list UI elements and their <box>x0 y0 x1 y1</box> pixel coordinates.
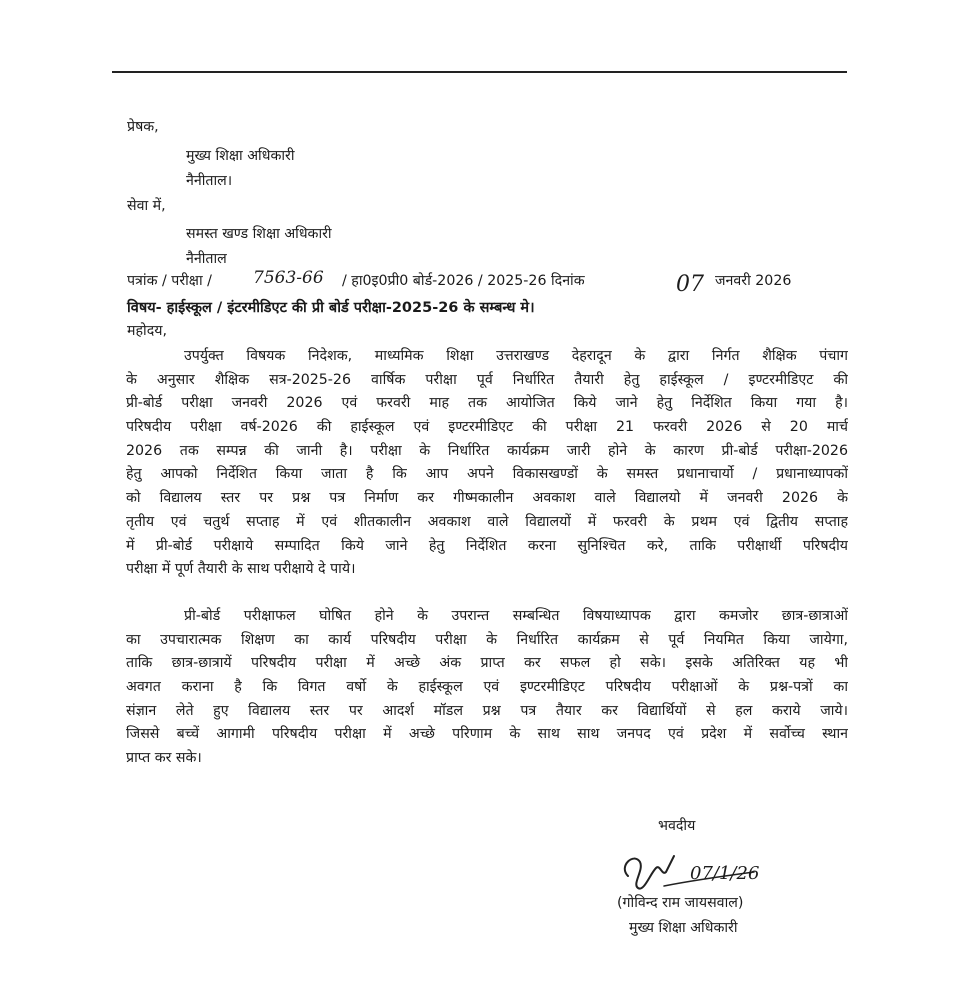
sender-label: प्रेषक, <box>127 119 159 135</box>
paragraph-1-line: हेतु आपको निर्देशित किया जाता है कि आप अपने विकासखण्डों के समस्त प्रधानाचार्यो / प्रधानाध्यापकों <box>126 466 848 483</box>
paragraph-2-line: का उपचारात्मक शिक्षण का कार्य परिषदीय परीक्षा के निर्धारित कार्यक्रम से पूर्व नियमित किया जायेगा, <box>126 631 848 648</box>
reference-middle: / हा0इ0प्री0 बोर्ड-2026 / 2025-26 दिनांक <box>342 273 585 289</box>
sender-place: नैनीताल। <box>186 173 233 189</box>
reference-number: 7563-66 <box>253 268 324 288</box>
paragraph-1-line: उपर्युक्त विषयक निदेशक, माध्यमिक शिक्षा उत्तराखण्ड देहरादून के द्वारा निर्गत शैक्षिक पंचाग <box>184 348 848 364</box>
paragraph-1-line: तृतीय एवं चतुर्थ सप्ताह में एवं शीतकालीन अवकाश वाले विद्यालयों में फरवरी के प्रथम एवं द्वितीय सप्ताह <box>126 513 848 530</box>
paragraph-1-line: परीक्षा में पूर्ण तैयारी के साथ परीक्षाये दे पाये। <box>126 561 356 578</box>
header-rule <box>112 71 847 73</box>
reference-date: जनवरी 2026 <box>715 273 792 289</box>
officer-designation: मुख्य शिक्षा अधिकारी <box>629 920 738 936</box>
salutation: महोदय, <box>127 323 167 339</box>
paragraph-2-line: संज्ञान लेते हुए विद्यालय स्तर पर आदर्श मॉडल प्रश्न पत्र तैयार कर विद्यार्थियों से हल कराये जाये। <box>126 702 848 719</box>
paragraph-1-line: के अनुसार शैक्षिक सत्र-2025-26 वार्षिक परीक्षा पूर्व निर्धारित तैयारी हेतु हाईस्कूल / इण्टरमीडिएट की <box>126 371 848 388</box>
paragraph-1-line: में प्री-बोर्ड परीक्षाये सम्पादित किये जाने हेतु निर्देशित करना सुनिश्चित करे, ताकि परीक्षार्थी परिषदीय <box>126 537 848 554</box>
paragraph-1-line: 2026 तक सम्पन्न की जानी है। परीक्षा के निर्धारित कार्यक्रम जारी होने के कारण प्री-बोर्ड परीक्षा-2026 <box>126 442 848 459</box>
paragraph-1-line: को विद्यालय स्तर पर प्रश्न पत्र निर्माण कर गीष्मकालीन अवकाश वाले विद्यालयो में जनवरी 2026 के <box>126 490 848 507</box>
recipient-title: समस्त खण्ड शिक्षा अधिकारी <box>186 226 332 242</box>
paragraph-1-line: प्री-बोर्ड परीक्षा जनवरी 2026 एवं फरवरी माह तक आयोजित किये जाने हेतु निर्देशित किया गया है। <box>126 395 848 412</box>
recipient-label: सेवा में, <box>127 198 166 214</box>
signature-date: 07/1/26 <box>690 863 760 884</box>
reference-prefix: पत्रांक / परीक्षा / <box>127 273 212 289</box>
paragraph-2-line: अवगत कराना है कि विगत वर्षो के हाईस्कूल एवं इण्टरमीडिएट परिषदीय परीक्षाओं के प्रश्न-पत्रों का <box>126 679 848 696</box>
paragraph-2-line: ताकि छात्र-छात्रायें परिषदीय परीक्षा में अच्छे अंक प्राप्त कर सफल हो सके। इसके अतिरिक्त यह भी <box>126 655 848 672</box>
paragraph-1 <box>126 345 848 582</box>
paragraph-2-line: प्राप्त कर सके। <box>126 750 202 767</box>
paragraph-1-line: परिषदीय परीक्षा वर्ष-2026 की हाईस्कूल एवं इण्टरमीडिएट की परीक्षा 21 फरवरी 2026 से 20 मार्च <box>126 419 848 436</box>
officer-name: (गोविन्द राम जायसवाल) <box>617 895 744 911</box>
recipient-place: नैनीताल <box>186 251 227 267</box>
paragraph-2-line: जिससे बच्चें आगामी परिषदीय परीक्षा में अच्छे परिणाम के साथ साथ जनपद एवं प्रदेश में सर्वोच्च स्थान <box>126 726 848 743</box>
valediction: भवदीय <box>658 818 696 834</box>
sender-title: मुख्य शिक्षा अधिकारी <box>186 148 295 164</box>
subject-line: विषय- हाईस्कूल / इंटरमीडिएट की प्री बोर्ड परीक्षा-2025-26 के सम्बन्ध मे। <box>127 300 535 316</box>
paragraph-2-line: प्री-बोर्ड परीक्षाफल घोषित होने के उपरान्त सम्बन्धित विषयाध्यापक द्वारा कमजोर छात्र-छात्राओं <box>184 608 848 624</box>
paragraph-2 <box>126 605 848 771</box>
reference-day: 07 <box>676 272 704 297</box>
